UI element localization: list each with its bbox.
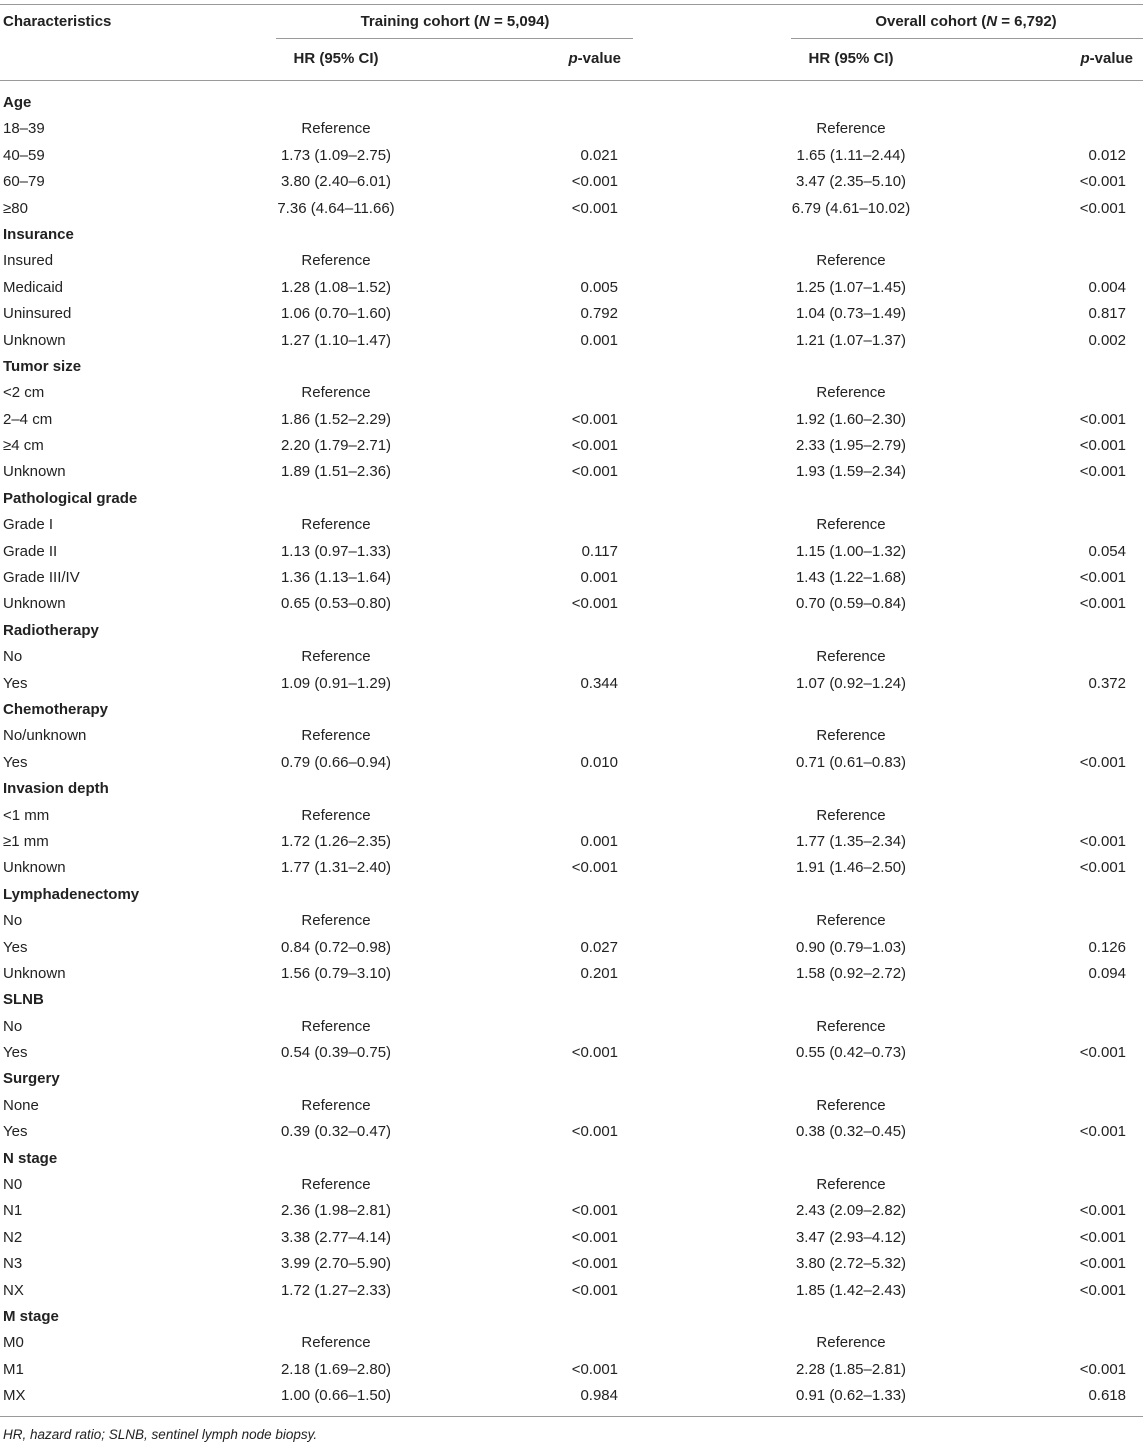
hr-training-cell: Reference — [301, 806, 371, 824]
table-row — [0, 829, 1143, 855]
pvalue-overall-cell: 0.004 — [1088, 278, 1126, 296]
row-label: <2 cm — [3, 384, 45, 402]
hr-training-cell: 3.80 (2.40–6.01) — [280, 173, 392, 191]
section-label: Age — [3, 94, 32, 111]
hr-overall-cell: 2.43 (2.09–2.82) — [795, 1202, 907, 1220]
table-row — [0, 1093, 1143, 1119]
row-label: Yes — [3, 938, 28, 956]
pvalue-training-cell: 0.001 — [580, 331, 618, 349]
pvalue-overall-cell: <0.001 — [1079, 1044, 1126, 1062]
hr-training-cell: 1.09 (0.91–1.29) — [280, 674, 392, 692]
row-label: Unknown — [3, 463, 66, 481]
hr-training-cell: 1.13 (0.97–1.33) — [280, 542, 392, 560]
row-label: MX — [3, 1387, 26, 1405]
hr-overall-cell: 0.70 (0.59–0.84) — [795, 595, 907, 613]
hr-training-cell: 3.38 (2.77–4.14) — [280, 1228, 392, 1246]
row-label: Grade III/IV — [3, 569, 80, 587]
pvalue-training-cell: 0.201 — [580, 964, 618, 982]
pvalue-overall-cell: 0.012 — [1088, 146, 1126, 164]
pvalue-training-cell: 0.001 — [580, 569, 618, 587]
hr-training-cell: Reference — [301, 1334, 371, 1352]
pvalue-overall-cell: <0.001 — [1079, 859, 1126, 877]
row-label: N1 — [3, 1202, 23, 1220]
section-label: Lymphadenectomy — [3, 885, 140, 903]
table-row — [0, 1330, 1143, 1356]
hr-overall-cell: 1.91 (1.46–2.50) — [795, 859, 907, 877]
table-row — [0, 301, 1143, 327]
table-row — [0, 1119, 1143, 1145]
hr-training-cell: 7.36 (4.64–11.66) — [277, 199, 395, 217]
header-p-rest: -value — [1089, 50, 1133, 67]
table-footnote: HR, hazard ratio; SLNB, sentinel lymph node biopsy. — [3, 1427, 318, 1442]
hr-training-cell: Reference — [301, 727, 371, 745]
table-row — [0, 723, 1143, 749]
row-label: No/unknown — [3, 727, 87, 745]
row-label: 60–79 — [3, 173, 45, 191]
pvalue-training-cell: <0.001 — [571, 1044, 618, 1062]
table-row — [0, 143, 1143, 169]
pvalue-training-cell: <0.001 — [571, 1281, 618, 1299]
header-bottom-rule — [0, 80, 1143, 81]
pvalue-overall-cell: <0.001 — [1079, 1123, 1126, 1141]
table-row — [0, 935, 1143, 961]
pvalue-overall-cell: <0.001 — [1079, 1202, 1126, 1220]
row-label: Yes — [3, 1123, 28, 1141]
pvalue-overall-cell: 0.372 — [1088, 674, 1126, 692]
section-header-row — [0, 697, 1143, 723]
hr-overall-cell: 0.91 (0.62–1.33) — [795, 1387, 907, 1405]
section-label: Pathological grade — [3, 489, 138, 507]
pvalue-training-cell: <0.001 — [571, 595, 618, 613]
hr-overall-cell: 0.55 (0.42–0.73) — [795, 1044, 907, 1062]
hr-training-cell: Reference — [301, 912, 371, 930]
section-label: Tumor size — [3, 357, 82, 375]
hr-training-cell: 1.27 (1.10–1.47) — [280, 331, 392, 349]
table-row — [0, 116, 1143, 142]
hr-overall-cell: Reference — [816, 727, 886, 745]
table-row — [0, 565, 1143, 591]
hr-training-cell: 2.18 (1.69–2.80) — [280, 1360, 392, 1378]
hr-overall-cell: 1.43 (1.22–1.68) — [795, 569, 907, 587]
row-label: 2–4 cm — [3, 410, 53, 428]
hr-training-cell: Reference — [301, 120, 371, 138]
row-label: No — [3, 648, 23, 666]
pvalue-overall-cell: <0.001 — [1079, 569, 1126, 587]
header-hr-overall: HR (95% CI) — [808, 50, 894, 67]
pvalue-training-cell: <0.001 — [571, 1123, 618, 1141]
pvalue-overall-cell: <0.001 — [1079, 463, 1126, 481]
header-p-italic: p — [568, 50, 578, 67]
header-overall-n: N — [986, 13, 998, 30]
header-training-cohort — [361, 13, 550, 31]
hr-training-cell: 2.36 (1.98–2.81) — [280, 1202, 392, 1220]
hr-overall-cell: 1.77 (1.35–2.34) — [795, 832, 907, 850]
table-row — [0, 459, 1143, 485]
hr-overall-cell: Reference — [816, 252, 886, 270]
row-label: 40–59 — [3, 146, 45, 164]
row-label: Yes — [3, 1044, 28, 1062]
pvalue-training-cell: 0.010 — [580, 753, 618, 771]
section-header-row — [0, 222, 1143, 248]
row-label: Grade I — [3, 516, 54, 534]
pvalue-overall-cell: 0.002 — [1088, 331, 1126, 349]
row-label: Unknown — [3, 859, 66, 877]
row-label: Insured — [3, 252, 54, 270]
section-header-row — [0, 882, 1143, 908]
header-training-pre: Training cohort ( — [360, 13, 479, 30]
hr-overall-cell: 3.80 (2.72–5.32) — [795, 1255, 907, 1273]
table-row — [0, 248, 1143, 274]
table-row — [0, 539, 1143, 565]
hr-overall-cell: 2.33 (1.95–2.79) — [795, 437, 907, 455]
hr-overall-cell: Reference — [816, 806, 886, 824]
header-pvalue-training — [568, 50, 621, 68]
section-label: Insurance — [3, 225, 74, 243]
hr-training-cell: Reference — [301, 516, 371, 534]
pvalue-training-cell: <0.001 — [571, 173, 618, 191]
section-label: N stage — [3, 1149, 58, 1167]
hr-training-cell: Reference — [301, 252, 371, 270]
pvalue-overall-cell: <0.001 — [1079, 437, 1126, 455]
hr-overall-cell: Reference — [816, 1017, 886, 1035]
row-label: 18–39 — [3, 120, 45, 138]
section-header-row — [0, 1146, 1143, 1172]
pvalue-overall-cell: <0.001 — [1079, 1255, 1126, 1273]
row-label: <1 mm — [3, 806, 50, 824]
header-training-n: N — [478, 13, 490, 30]
hr-training-cell: Reference — [301, 1017, 371, 1035]
hr-overall-cell: Reference — [816, 120, 886, 138]
hr-training-cell: 1.00 (0.66–1.50) — [280, 1387, 392, 1405]
table-row — [0, 512, 1143, 538]
section-header-row — [0, 354, 1143, 380]
hr-overall-cell: 1.21 (1.07–1.37) — [795, 331, 907, 349]
pvalue-training-cell: 0.027 — [580, 938, 618, 956]
hr-training-cell: 1.86 (1.52–2.29) — [280, 410, 392, 428]
section-header-row — [0, 1066, 1143, 1092]
pvalue-training-cell: 0.021 — [580, 146, 618, 164]
pvalue-training-cell: <0.001 — [571, 1360, 618, 1378]
table-row — [0, 1225, 1143, 1251]
table-row — [0, 1014, 1143, 1040]
table-bottom-rule — [0, 1416, 1143, 1417]
row-label: Medicaid — [3, 278, 64, 296]
pvalue-overall-cell: 0.817 — [1088, 305, 1126, 323]
hr-training-cell: 1.72 (1.27–2.33) — [280, 1281, 392, 1299]
table-row — [0, 671, 1143, 697]
header-p-italic: p — [1080, 50, 1090, 67]
hr-overall-cell: 1.58 (0.92–2.72) — [795, 964, 907, 982]
table-body — [0, 90, 1143, 1410]
section-label: Chemotherapy — [3, 700, 109, 718]
table-row — [0, 855, 1143, 881]
pvalue-training-cell: <0.001 — [571, 1202, 618, 1220]
header-overall-post: = 6,792) — [997, 13, 1057, 30]
row-label: M1 — [3, 1360, 24, 1378]
table-row — [0, 407, 1143, 433]
table-row — [0, 1278, 1143, 1304]
pvalue-overall-cell: 0.618 — [1088, 1387, 1126, 1405]
hr-training-cell: Reference — [301, 1096, 371, 1114]
hr-overall-cell: 1.07 (0.92–1.24) — [795, 674, 907, 692]
header-overall-pre: Overall cohort ( — [875, 13, 987, 30]
section-label: M stage — [3, 1307, 59, 1325]
table-row — [0, 803, 1143, 829]
pvalue-overall-cell: <0.001 — [1079, 832, 1126, 850]
pvalue-overall-cell: 0.054 — [1088, 542, 1126, 560]
row-label: NX — [3, 1281, 24, 1299]
pvalue-overall-cell: 0.126 — [1088, 938, 1126, 956]
header-hr-training: HR (95% CI) — [293, 50, 379, 67]
hr-overall-cell: Reference — [816, 516, 886, 534]
overall-cohort-rule — [791, 38, 1143, 39]
table-row — [0, 196, 1143, 222]
row-label: ≥1 mm — [3, 832, 49, 850]
hr-overall-cell: 3.47 (2.93–4.12) — [795, 1228, 907, 1246]
hr-overall-cell: 0.38 (0.32–0.45) — [795, 1123, 907, 1141]
hr-training-cell: Reference — [301, 1176, 371, 1194]
row-label: M0 — [3, 1334, 24, 1352]
pvalue-overall-cell: <0.001 — [1079, 1360, 1126, 1378]
row-label: Uninsured — [3, 305, 72, 323]
pvalue-training-cell: 0.005 — [580, 278, 618, 296]
hr-training-cell: 0.39 (0.32–0.47) — [280, 1123, 392, 1141]
hr-training-cell: 1.77 (1.31–2.40) — [280, 859, 392, 877]
hr-training-cell: 3.99 (2.70–5.90) — [280, 1255, 392, 1273]
table-row — [0, 1251, 1143, 1277]
section-header-row — [0, 90, 1143, 116]
hr-overall-cell: 1.93 (1.59–2.34) — [795, 463, 907, 481]
pvalue-training-cell: <0.001 — [571, 859, 618, 877]
hr-training-cell: 1.28 (1.08–1.52) — [280, 278, 392, 296]
pvalue-training-cell: <0.001 — [571, 1255, 618, 1273]
pvalue-overall-cell: <0.001 — [1079, 199, 1126, 217]
hr-training-cell: 0.54 (0.39–0.75) — [280, 1044, 392, 1062]
hr-overall-cell: 1.92 (1.60–2.30) — [795, 410, 907, 428]
hr-overall-cell: Reference — [816, 648, 886, 666]
hr-training-cell: 0.79 (0.66–0.94) — [280, 753, 392, 771]
hr-overall-cell: Reference — [816, 384, 886, 402]
header-training-post: = 5,094) — [489, 13, 550, 30]
pvalue-training-cell: 0.117 — [581, 542, 618, 560]
pvalue-training-cell: <0.001 — [571, 199, 618, 217]
row-label: Grade II — [3, 542, 58, 560]
table-row — [0, 275, 1143, 301]
hr-training-cell: 0.65 (0.53–0.80) — [280, 595, 392, 613]
row-label: Unknown — [3, 595, 66, 613]
pvalue-training-cell: <0.001 — [571, 437, 618, 455]
hr-training-cell: 1.56 (0.79–3.10) — [280, 964, 392, 982]
hr-overall-cell: 1.15 (1.00–1.32) — [795, 542, 907, 560]
pvalue-training-cell: <0.001 — [571, 1228, 618, 1246]
table-top-rule — [0, 4, 1143, 5]
header-pvalue-overall — [1080, 50, 1133, 68]
hr-overall-cell: Reference — [816, 1096, 886, 1114]
row-label: Yes — [3, 674, 28, 692]
pvalue-training-cell: 0.344 — [580, 674, 618, 692]
row-label: No — [3, 912, 23, 930]
section-header-row — [0, 987, 1143, 1013]
table-row — [0, 1383, 1143, 1409]
section-header-row — [0, 486, 1143, 512]
pvalue-overall-cell: 0.094 — [1088, 964, 1126, 982]
table-row — [0, 380, 1143, 406]
table-row — [0, 1357, 1143, 1383]
hr-overall-cell: 6.79 (4.61–10.02) — [791, 199, 911, 217]
row-label: N2 — [3, 1228, 23, 1246]
table-row — [0, 750, 1143, 776]
pvalue-overall-cell: <0.001 — [1079, 173, 1126, 191]
hr-overall-cell: 0.90 (0.79–1.03) — [795, 938, 907, 956]
section-label: Radiotherapy — [3, 621, 99, 639]
hr-training-cell: 1.73 (1.09–2.75) — [280, 146, 392, 164]
row-label: Yes — [3, 753, 28, 771]
table-row — [0, 1198, 1143, 1224]
hr-overall-cell: 1.85 (1.42–2.43) — [795, 1281, 907, 1299]
hr-training-cell: Reference — [301, 648, 371, 666]
section-header-row — [0, 776, 1143, 802]
pvalue-training-cell: 0.984 — [580, 1387, 618, 1405]
table-row — [0, 1172, 1143, 1198]
header-characteristics: Characteristics — [3, 13, 112, 30]
row-label: Unknown — [3, 331, 66, 349]
section-label: SLNB — [3, 991, 44, 1009]
hr-overall-cell: Reference — [816, 1176, 886, 1194]
hr-overall-cell: 3.47 (2.35–5.10) — [795, 173, 907, 191]
row-label: ≥80 — [3, 199, 28, 217]
pvalue-overall-cell: <0.001 — [1079, 753, 1126, 771]
hr-overall-cell: 1.65 (1.11–2.44) — [796, 146, 906, 164]
hr-training-cell: 1.89 (1.51–2.36) — [280, 463, 392, 481]
section-header-row — [0, 1304, 1143, 1330]
pvalue-overall-cell: <0.001 — [1079, 1281, 1126, 1299]
pvalue-training-cell: 0.001 — [580, 832, 618, 850]
hr-overall-cell: Reference — [816, 912, 886, 930]
header-overall-cohort — [875, 13, 1056, 31]
section-label: Surgery — [3, 1070, 60, 1088]
row-label: None — [3, 1096, 39, 1114]
section-header-row — [0, 618, 1143, 644]
hr-overall-cell: 2.28 (1.85–2.81) — [795, 1360, 907, 1378]
pvalue-overall-cell: <0.001 — [1079, 1228, 1126, 1246]
table-row — [0, 644, 1143, 670]
row-label: N0 — [3, 1176, 23, 1194]
table-row — [0, 961, 1143, 987]
table-row — [0, 169, 1143, 195]
hr-training-cell: 0.84 (0.72–0.98) — [280, 938, 392, 956]
hr-overall-cell: 1.25 (1.07–1.45) — [795, 278, 907, 296]
row-label: No — [3, 1017, 23, 1035]
table-row — [0, 1040, 1143, 1066]
table-row — [0, 591, 1143, 617]
table-row — [0, 433, 1143, 459]
hr-training-cell: Reference — [301, 384, 371, 402]
header-p-rest: -value — [577, 50, 621, 67]
pvalue-overall-cell: <0.001 — [1079, 410, 1126, 428]
section-label: Invasion depth — [3, 780, 109, 798]
hr-training-cell: 1.72 (1.26–2.35) — [280, 832, 392, 850]
pvalue-overall-cell: <0.001 — [1079, 595, 1126, 613]
row-label: N3 — [3, 1255, 23, 1273]
hr-overall-cell: 1.04 (0.73–1.49) — [795, 305, 907, 323]
pvalue-training-cell: 0.792 — [580, 305, 618, 323]
row-label: ≥4 cm — [3, 437, 44, 455]
hr-training-cell: 2.20 (1.79–2.71) — [280, 437, 392, 455]
hr-overall-cell: Reference — [816, 1334, 886, 1352]
pvalue-training-cell: <0.001 — [571, 410, 618, 428]
table-row — [0, 328, 1143, 354]
table-row — [0, 908, 1143, 934]
row-label: Unknown — [3, 964, 66, 982]
hr-overall-cell: 0.71 (0.61–0.83) — [795, 753, 907, 771]
training-cohort-rule — [276, 38, 633, 39]
hr-training-cell: 1.06 (0.70–1.60) — [280, 305, 392, 323]
hr-training-cell: 1.36 (1.13–1.64) — [280, 569, 392, 587]
pvalue-training-cell: <0.001 — [571, 463, 618, 481]
